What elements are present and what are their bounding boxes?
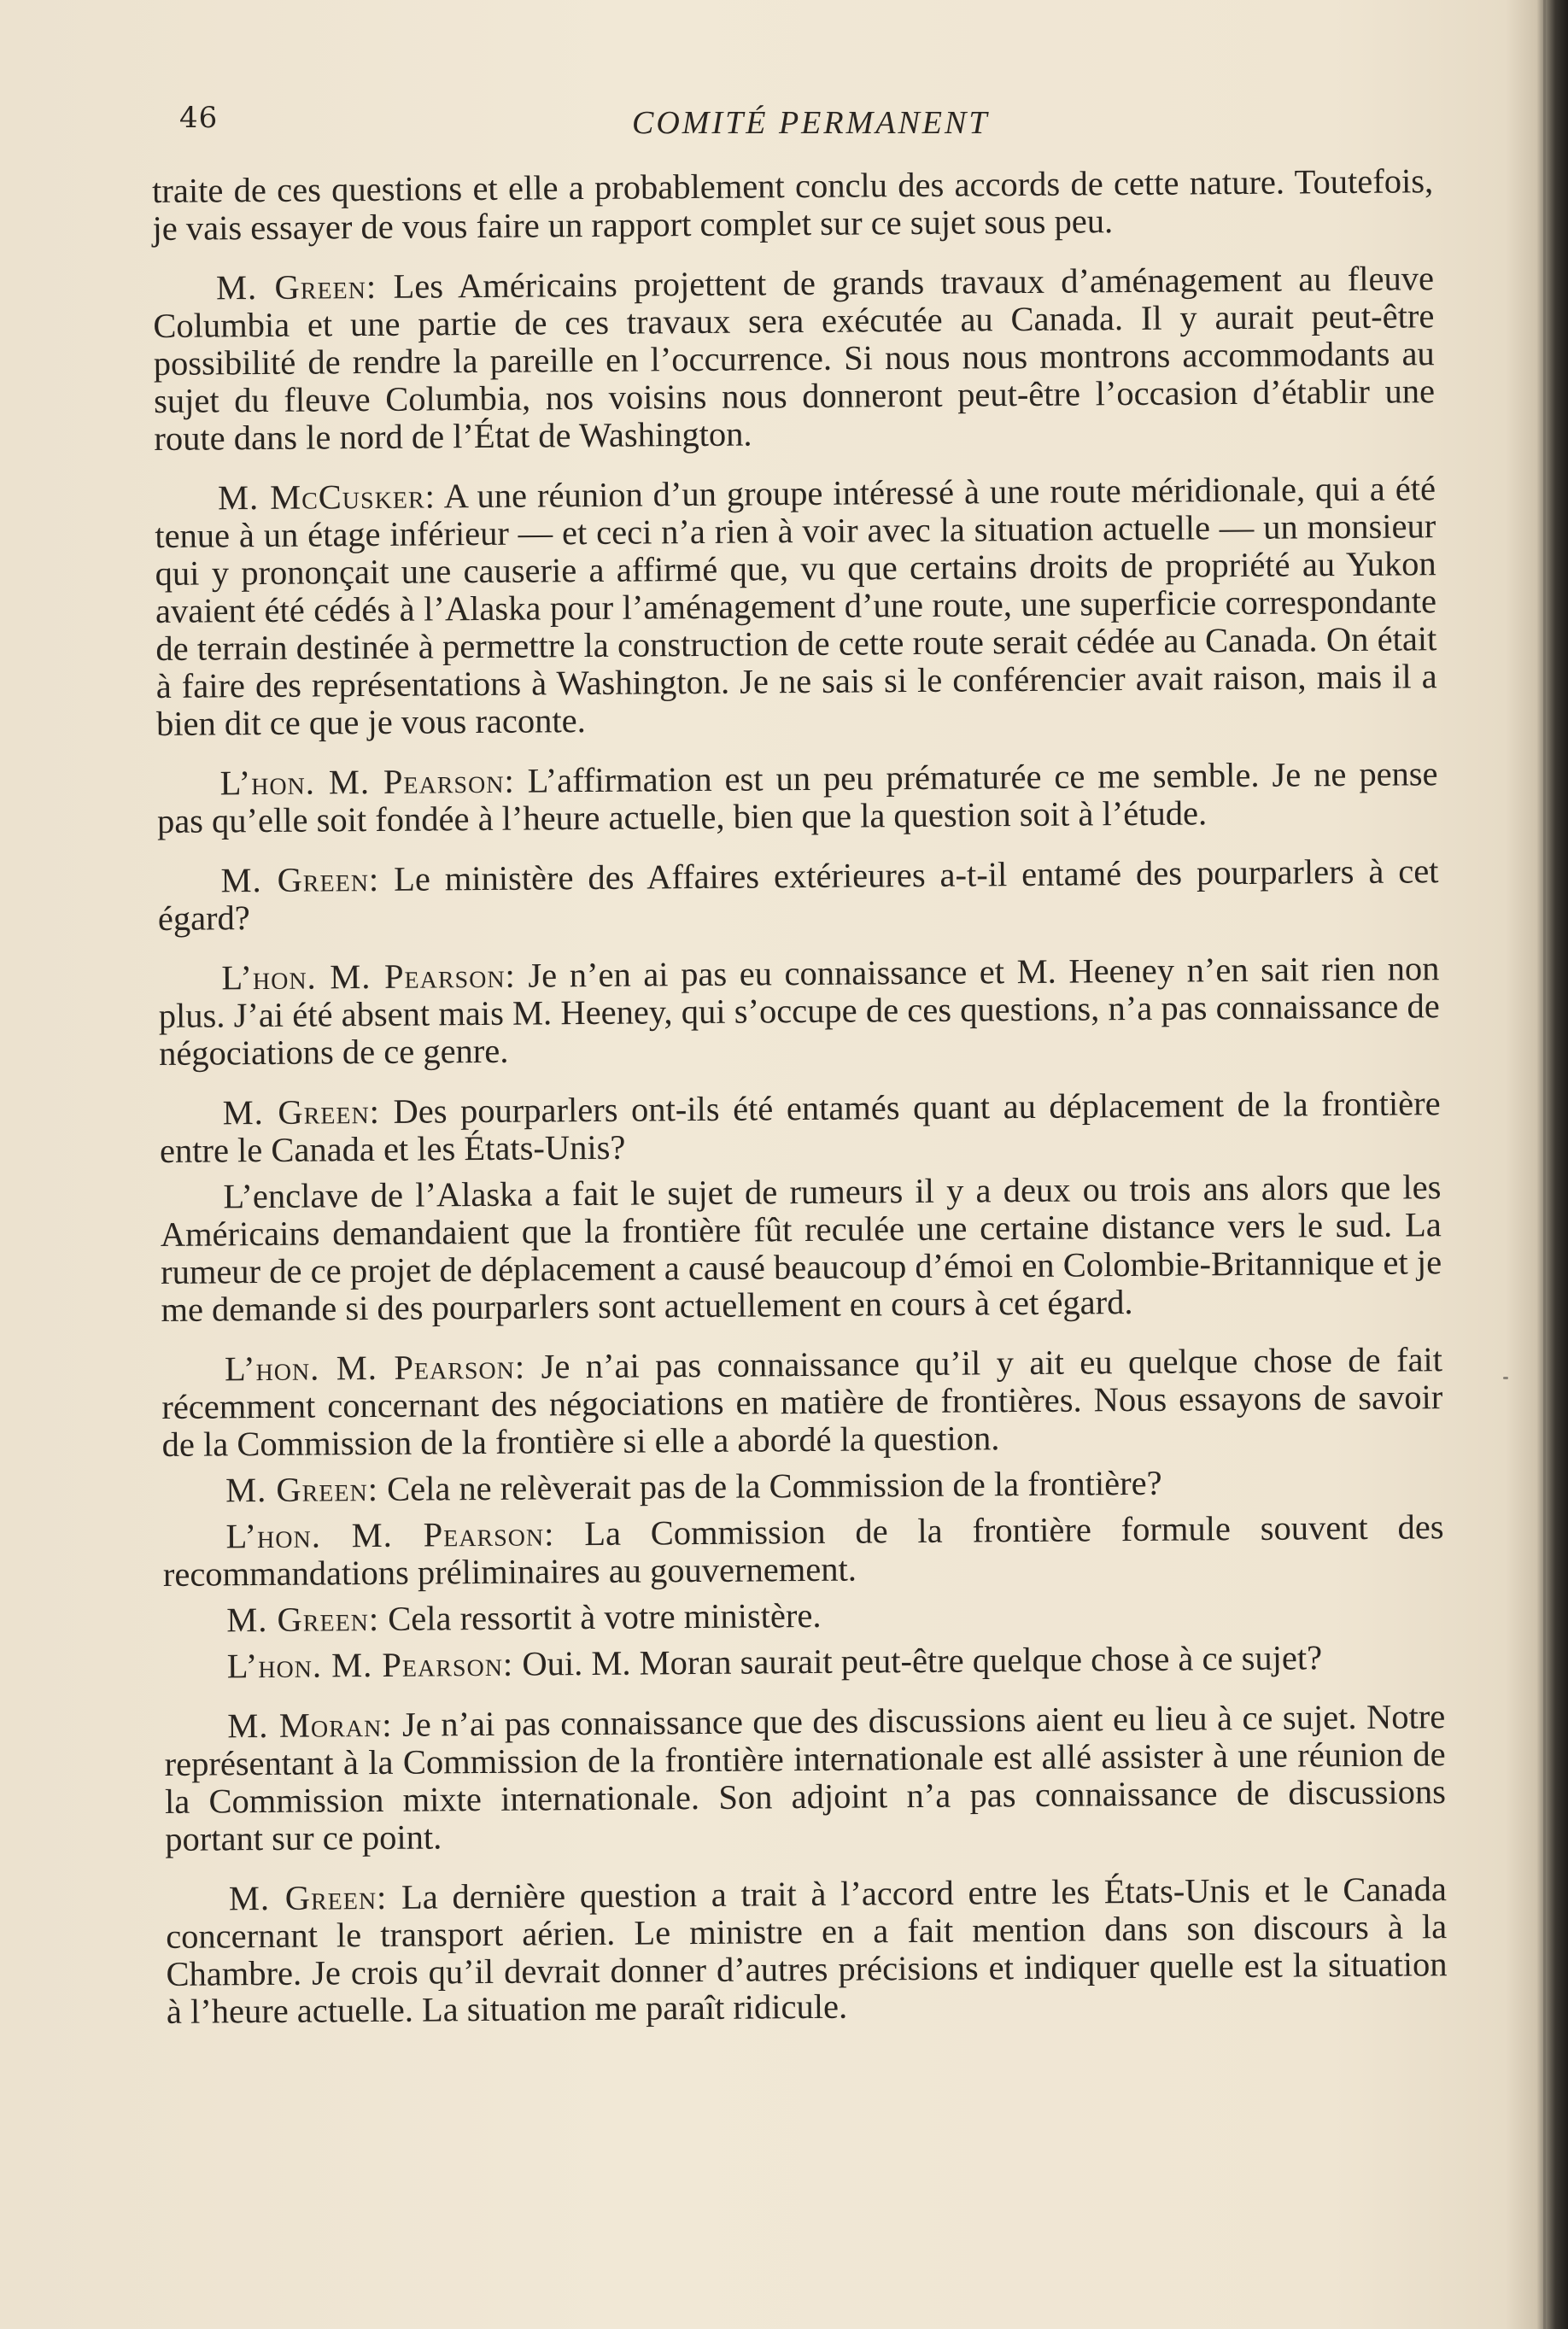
- paragraph-text: Je n’en ai pas eu connaissance et M. Heeney n’en sait rien non plus. J’ai été absent mais M. Heeney, qui s’occupe de ces questions, n’a pas connaissance de négociations de ce genre.: [158, 949, 1440, 1073]
- paragraph-pearson-3: [161, 1341, 1443, 1464]
- speaker-label: L’hon. M. Pearson:: [225, 1514, 555, 1556]
- paragraph-text: L’enclave de l’Alaska a fait le sujet de rumeurs il y a deux ou trois ans alors que les Américains demandaient que la frontière fût reculée une certaine distance vers le sud. La rumeur de ce projet de déplacement a causé beaucoup d’émoi en Colombie-Britannique et je me demande si des pourparlers sont actuellement en cours à cet égard.: [160, 1167, 1442, 1329]
- page-header: [171, 101, 1443, 143]
- speaker-label: L’hon. M. Pearson:: [226, 1644, 514, 1686]
- paragraph-text: traite de ces questions et elle a probablement conclu des accords de cette nature. Toutefois, je vais essayer de vous faire un rapport complet sur ce sujet sous peu.: [151, 161, 1434, 248]
- speaker-label: M. Green:: [228, 1877, 388, 1918]
- paragraph-green-2: [157, 852, 1439, 938]
- stray-mark: [1503, 1377, 1508, 1379]
- speaker-label: M. Green:: [225, 1469, 379, 1510]
- speaker-label: M. Green:: [226, 1599, 380, 1640]
- paragraph-text: La dernière question a trait à l’accord entre les États-Unis et le Canada concernant le transport aérien. Le ministre en a fait mention dans son discours à la Chambre. Je crois qu’il devrait donner d’autres précisions et indiquer quelle est la situation à l’heure actuelle. La situation me paraît ridicule.: [166, 1870, 1448, 2031]
- paragraph-green-4: [162, 1462, 1443, 1510]
- paragraph-green-5: [163, 1592, 1444, 1640]
- paragraph-text: Je n’ai pas connaissance que des discussions aient eu lieu à ce sujet. Notre représentant à la Commission de la frontière internationale est allé assister à une réunion de la Commission mixte internationale. Son adjoint n’a pas connaissance de discussions portant sur ce point.: [164, 1697, 1447, 1858]
- speaker-label: L’hon. M. Pearson:: [221, 956, 516, 998]
- speaker-label: M. McCusker:: [217, 477, 436, 518]
- paragraph-text: Des pourparlers ont-ils été entamés quant au déplacement de la frontière entre le Canada et les États-Unis?: [159, 1084, 1441, 1170]
- speaker-label: M. Green:: [220, 859, 380, 900]
- paragraph-green-1: [153, 260, 1436, 458]
- paragraph-pearson-1: [156, 755, 1438, 840]
- speaker-label: M. Green:: [222, 1091, 381, 1132]
- speaker-label: L’hon. M. Pearson:: [224, 1347, 526, 1389]
- paragraph-text: Je n’ai pas connaissance qu’il y ait eu quelque chose de fait récemment concernant des négociations en matière de frontières. Nous essayons de savoir de la Commission de la frontière si elle a abordé la question.: [161, 1340, 1443, 1464]
- page-number: 46: [179, 101, 219, 135]
- paragraph-moran: [164, 1698, 1446, 1858]
- speaker-label: M. Moran:: [227, 1705, 393, 1746]
- paragraph-green-3: [159, 1085, 1441, 1170]
- transcript-body: [152, 162, 1448, 2053]
- paragraph-pearson-4: [162, 1508, 1444, 1594]
- paragraph-pearson-5: [164, 1638, 1445, 1686]
- paragraph-text: Le ministère des Affaires extérieures a-t-il entamé des pourparlers à cet égard?: [157, 851, 1439, 938]
- paragraph-mccusker: [155, 470, 1437, 743]
- paragraph-text: L’affirmation est un peu prématurée ce me semble. Je ne pense pas qu’elle soit fondée à l’heure actuelle, bien que la question soit à l’étude.: [156, 754, 1438, 840]
- paragraph-text: A une réunion d’un groupe intéressé à une route méridionale, qui a été tenue à un étage inférieur — et ceci n’a rien à voir avec la situation actuelle — un monsieur qui y prononçait une causerie a affirmé que, vu que certains droits de propriété au Yukon avaient été cédés à l’Alaska pour l’aménagement d’une route, une superficie correspondante de terrain destinée à permettre la construction de cette route serait cédée au Canada. On était à faire des représentations à Washington. Je ne sais si le conférencier avait raison, mais il a bien dit ce que je vous raconte.: [155, 469, 1437, 743]
- paragraph-continuation: [152, 162, 1434, 248]
- paragraph-pearson-2: [158, 950, 1440, 1073]
- paragraph-text: La Commission de la frontière formule souvent des recommandations préliminaires au gouvernement.: [162, 1507, 1444, 1594]
- paragraph-text: Cela ressortit à votre ministère.: [379, 1595, 822, 1638]
- paragraph-text: Les Américains projettent de grands travaux d’aménagement au fleuve Columbia et une partie de ces travaux sera exécutée au Canada. Il y aurait peut-être possibilité de rendre la pareille en l’occurrence. Si nous nous montrons accommodants au sujet du fleuve Columbia, nos voisins nous donneront peut-être l’occasion d’établir une route dans le nord de l’État de Washington.: [153, 259, 1436, 458]
- paragraph-green-3-cont: [160, 1168, 1442, 1329]
- speaker-label: M. Green:: [215, 266, 377, 307]
- paragraph-text: Cela ne relèverait pas de la Commission de la frontière?: [377, 1463, 1162, 1508]
- paragraph-text: Oui. M. Moran saurait peut-être quelque chose à ce sujet?: [513, 1638, 1323, 1683]
- speaker-label: L’hon. M. Pearson:: [219, 761, 515, 803]
- binding-edge: [1543, 0, 1546, 2329]
- paragraph-green-6: [166, 1870, 1448, 2031]
- running-title: COMITÉ PERMANENT: [632, 105, 990, 141]
